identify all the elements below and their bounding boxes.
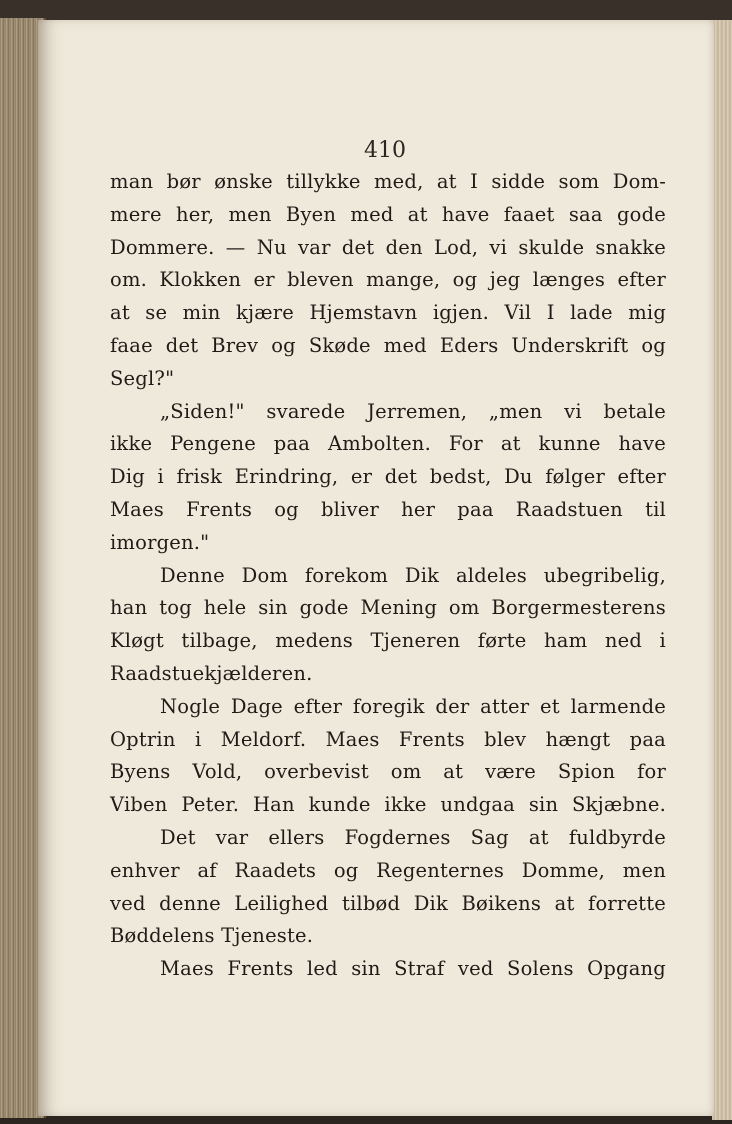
text-line: at se min kjære Hjemstavn igjen. Vil I lade mig bbox=[110, 301, 666, 325]
text-line: Nogle Dage efter foregik der atter et larmende bbox=[160, 694, 666, 718]
text-line: Byens Vold, overbevist om at være Spion for bbox=[110, 760, 666, 784]
text-line: Dommere. — Nu var det den Lod, vi skulde snakke bbox=[110, 235, 666, 259]
text-line: Segl?" bbox=[110, 366, 175, 390]
text-line: faae det Brev og Skøde med Eders Underskrift og bbox=[110, 333, 666, 357]
text-line: „Siden!" svarede Jerremen, „men vi betale bbox=[160, 399, 666, 423]
text-line: mere her, men Byen med at have faaet saa gode bbox=[110, 202, 666, 226]
text-line: han tog hele sin gode Mening om Borgermesterens bbox=[110, 596, 666, 620]
text-line: Raadstuekjælderen. bbox=[110, 661, 313, 685]
text-line: Optrin i Meldorf. Maes Frents blev hængt paa bbox=[110, 727, 666, 751]
text-line: Maes Frents og bliver her paa Raadstuen til bbox=[110, 497, 666, 521]
text-line: enhver af Raadets og Regenternes Domme, men bbox=[110, 858, 666, 882]
page-number: 410 bbox=[364, 138, 406, 163]
text-line: ved denne Leilighed tilbød Dik Bøikens at forrette bbox=[110, 891, 666, 915]
page-edges bbox=[712, 20, 732, 1120]
text-line: Dig i frisk Erindring, er det bedst, Du følger efter bbox=[110, 465, 666, 489]
text-line: man bør ønske tillykke med, at I sidde som Dom- bbox=[110, 170, 666, 193]
text-line: Kløgt tilbage, medens Tjeneren førte ham ned i bbox=[110, 629, 666, 653]
text-line: Maes Frents led sin Straf ved Solens Opgang bbox=[160, 957, 666, 981]
text-line: Det var ellers Fogdernes Sag at fuldbyrde bbox=[160, 825, 666, 849]
text-line: om. Klokken er bleven mange, og jeg længes efter bbox=[110, 268, 666, 292]
text-line: ikke Pengene paa Ambolten. For at kunne have bbox=[110, 432, 666, 456]
text-line: imorgen." bbox=[110, 530, 210, 554]
text-line: Denne Dom forekom Dik aldeles ubegribelig, bbox=[160, 563, 666, 587]
text-line: Bøddelens Tjeneste. bbox=[110, 924, 314, 948]
text-line: Viben Peter. Han kunde ikke undgaa sin Skjæbne. bbox=[110, 793, 666, 817]
body-text bbox=[110, 166, 666, 986]
